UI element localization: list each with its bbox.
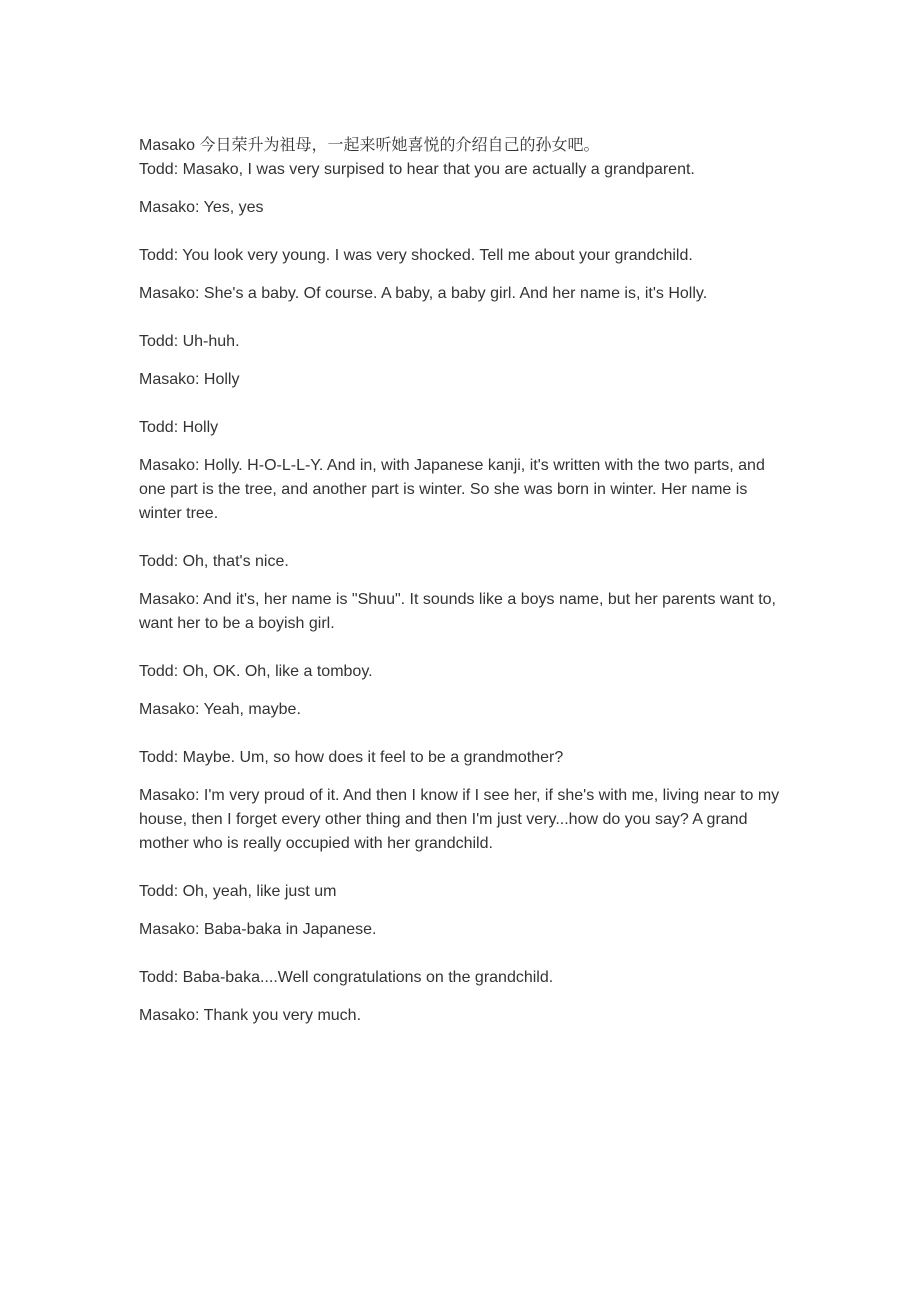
dialogue-line: Masako: I'm very proud of it. And then I know if I see her, if she's with me, living near to my house, then I forget every other thing and then I'm just very...how do you say? A grand mother who is really occupied with her grandchild. [139,787,780,852]
dialogue-line: Todd: Holly [139,419,219,436]
intro-text: Masako 今日荣升为祖母，一起来听她喜悦的介绍自己的孙女吧。 [139,137,600,154]
dialogue-line: Todd: Masako, I was very surpised to hear that you are actually a grandparent. [139,161,695,178]
dialogue-line: Todd: Baba-baka....Well congratulations on the grandchild. [139,969,554,986]
dialogue-line: Todd: You look very young. I was very shocked. Tell me about your grandchild. [139,247,693,264]
dialogue-line: Masako: Holly [139,371,240,388]
dialogue-line: Todd: Maybe. Um, so how does it feel to be a grandmother? [139,749,564,766]
dialogue-line: Todd: Oh, that's nice. [139,553,289,570]
dialogue-line: Masako: Yeah, maybe. [139,701,301,718]
dialogue-line: Masako: She's a baby. Of course. A baby, a baby girl. And her name is, it's Holly. [139,285,708,302]
dialogue-line: Masako: Holly. H-O-L-L-Y. And in, with Japanese kanji, it's written with the two parts, and one part is the tree, and another part is winter. So she was born in winter. Her name is winter tree. [139,457,765,522]
document-page [139,134,789,1028]
dialogue-line: Masako: Baba-baka in Japanese. [139,921,377,938]
dialogue-line: Todd: Uh-huh. [139,333,240,350]
dialogue-line: Masako: And it's, her name is "Shuu". It sounds like a boys name, but her parents want to, want her to be a boyish girl. [139,591,776,632]
dialogue-line: Masako: Yes, yes [139,199,264,216]
dialogue-line: Masako: Thank you very much. [139,1007,362,1024]
dialogue-line: Todd: Oh, OK. Oh, like a tomboy. [139,663,373,680]
dialogue-line: Todd: Oh, yeah, like just um [139,883,337,900]
